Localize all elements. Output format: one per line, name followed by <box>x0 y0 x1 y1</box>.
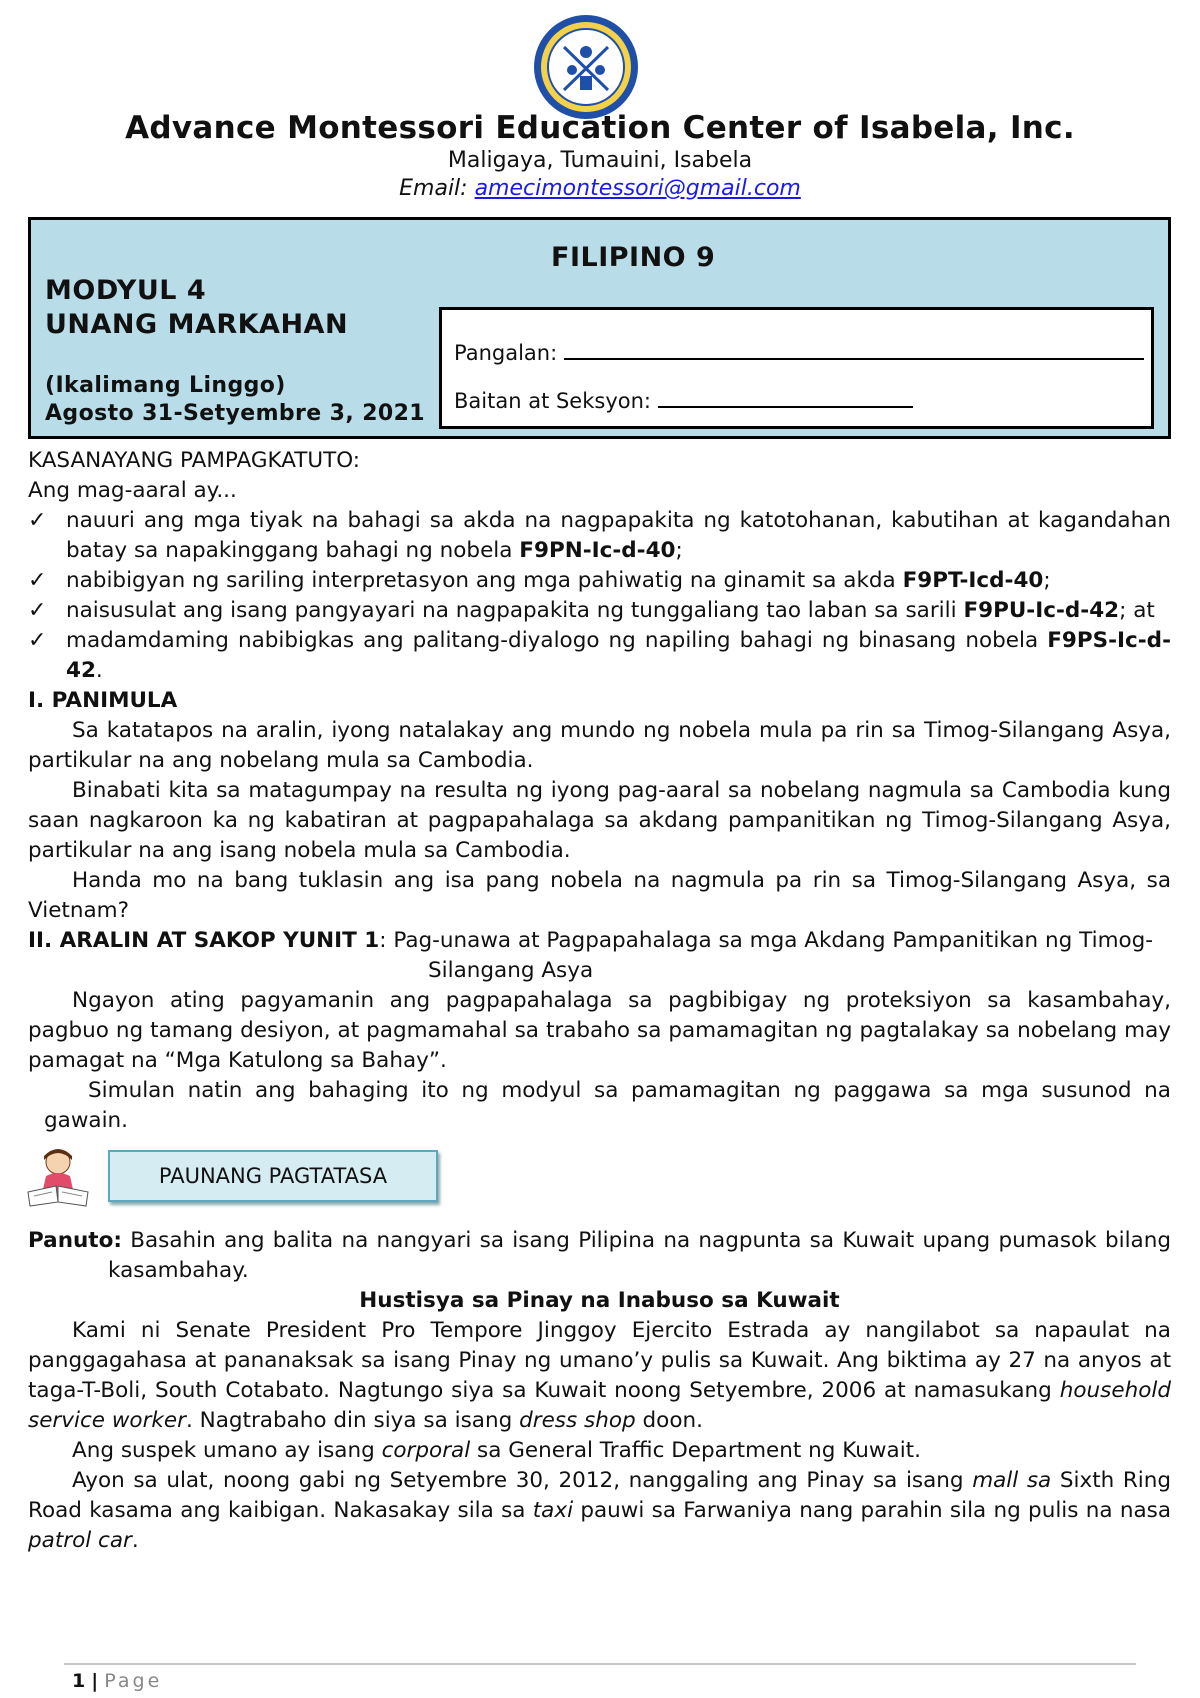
email-link[interactable]: amecimontessori@gmail.com <box>474 176 801 201</box>
week-label: (Ikalimang Linggo) <box>45 373 286 398</box>
section-field <box>454 388 913 413</box>
assessment-header <box>28 1144 1171 1216</box>
module-title <box>45 274 348 342</box>
news-paragraph: Ang suspek umano ay isang corporal sa General Traffic Department ng Kuwait. <box>72 1438 921 1463</box>
page-footer <box>72 1670 162 1692</box>
competency-item: ✓ madamdaming nabibigkas ang palitang-diyalogo ng napiling bahagi ng binasang nobela F9PS-Ic-d-42. <box>28 628 1171 683</box>
competency-code: F9PU-Ic-d-42 <box>963 598 1120 623</box>
section-label: Baitan at Seksyon: <box>454 389 651 413</box>
page-separator: | <box>91 1670 99 1692</box>
assessment-label: PAUNANG PAGTATASA <box>108 1150 438 1202</box>
school-address: Maligaya, Tumauini, Isabela <box>447 148 753 173</box>
module-number: MODYUL 4 <box>45 275 207 306</box>
name-blank[interactable] <box>564 340 1144 360</box>
checkmark-icon: ✓ <box>28 598 47 623</box>
news-title: Hustisya sa Pinay na Inabuso sa Kuwait <box>359 1288 840 1313</box>
panimula-paragraph: Sa katatapos na aralin, iyong natalakay ang mundo ng nobela mula pa rin sa Timog-Silangang Asya, partikular na ang nobelang mula sa Cambodia. <box>28 718 1171 773</box>
school-seal-logo <box>526 12 646 122</box>
aralin-paragraph: Simulan natin ang bahaging ito ng modyul sa pamamagitan ng paggawa sa mga susunod na gawain. <box>44 1078 1171 1133</box>
aralin-paragraph: Ngayon ating pagyamanin ang pagpapahalaga sa pagbibigay ng proteksiyon sa kasambahay, pagbuo ng tamang desiyon, at pagmamahal sa trabaho sa pamamagitan ng pagtalakay sa nobelang may pamagat na “Mga Katulong sa Bahay”. <box>28 988 1171 1073</box>
competencies-intro: Ang mag-aaral ay... <box>28 478 237 503</box>
subject-title: FILIPINO 9 <box>551 242 716 273</box>
page-number: 1 <box>72 1670 86 1692</box>
footer-divider <box>64 1663 1136 1665</box>
news-paragraph: Ayon sa ulat, noong gabi ng Setyembre 30, 2012, nanggaling ang Pinay sa isang mall sa Sixth Ring Road kasama ang kaibigan. Nakasakay sila sa taxi pauwi sa Farwaniya nang parahin sila ng pulis na nasa patrol car. <box>28 1468 1172 1553</box>
checkmark-icon: ✓ <box>28 628 47 653</box>
aralin-heading <box>28 926 1171 986</box>
school-email-line <box>0 176 1200 201</box>
panimula-paragraph: Binabati kita sa matagumpay na resulta ng iyong pag-aaral sa nobelang nagmula sa Cambodia kung saan nagkaroon ka ng kabatiran at pagpapahalaga sa akdang pampanitikan ng Timog-Silangang Asya, partikular na ang isang nobela mula sa Cambodia. <box>28 778 1171 863</box>
name-field <box>454 340 1144 365</box>
checkmark-icon: ✓ <box>28 568 47 593</box>
week-info <box>45 372 425 428</box>
competencies-title: KASANAYANG PAMPAGKATUTO: <box>28 448 361 473</box>
student-reading-icon <box>22 1146 94 1208</box>
competency-item: ✓ nabibigyan ng sariling interpretasyon ang mga pahiwatig na ginamit sa akda F9PT-Icd-40; <box>28 566 1171 596</box>
assessment-instruction: Panuto: Basahin ang balita na nangyari sa isang Pilipina na nagpunta sa Kuwait upang pumasok bilang kasambahay. <box>28 1228 1171 1283</box>
instruction-label: Panuto: <box>28 1228 122 1253</box>
panimula-title: I. PANIMULA <box>28 688 178 713</box>
name-label: Pangalan: <box>454 341 558 365</box>
quarter-label: UNANG MARKAHAN <box>45 309 349 340</box>
school-name: Advance Montessori Education Center of Isabela, Inc. <box>125 110 1075 146</box>
competency-item: ✓ naisusulat ang isang pangyayari na nagpapakita ng tunggaliang tao laban sa sarili F9PU-Ic-d-42; at <box>28 596 1171 626</box>
student-info-box <box>439 307 1154 429</box>
news-paragraph: Kami ni Senate President Pro Tempore Jinggoy Ejercito Estrada ay nangilabot sa napaulat na panggagahasa at pananaksak sa isang Pinay ng umano’y pulis sa Kuwait. Ang biktima ay 27 na anyos at taga-T-Boli, South Cotabato. Nagtungo siya sa Kuwait noong Setyembre, 2006 at namasukang household service worker. Nagtrabaho din siya sa isang dress shop doon. <box>28 1318 1171 1433</box>
competency-code: F9PN-Ic-d-40 <box>519 538 676 563</box>
competency-item: ✓ nauuri ang mga tiyak na bahagi sa akda na nagpapakita ng katotohanan, kabutihan at kagandahan batay sa napakinggang bahagi ng nobela F9PN-Ic-d-40; <box>28 508 1171 563</box>
panimula-paragraph: Handa mo na bang tuklasin ang isa pang nobela na nagmula pa rin sa Timog-Silangang Asya, sa Vietnam? <box>28 868 1171 923</box>
section-blank[interactable] <box>658 388 913 408</box>
aralin-title: II. ARALIN AT SAKOP YUNIT 1 <box>28 928 380 953</box>
date-range: Agosto 31-Setyembre 3, 2021 <box>45 401 426 426</box>
module-header-box <box>28 217 1171 439</box>
checkmark-icon: ✓ <box>28 508 47 533</box>
competency-code: F9PT-Icd-40 <box>902 568 1044 593</box>
aralin-subtitle: : Pag-unawa at Pagpapahalaga sa mga Akdang Pampanitikan ng Timog- <box>379 928 1154 953</box>
aralin-subtitle-end: Silangang Asya <box>428 958 594 983</box>
competency-code: F9PS-Ic-d-42 <box>66 628 1171 683</box>
page-word: Page <box>104 1670 163 1692</box>
email-label: Email: <box>399 176 468 201</box>
module-content <box>28 446 1171 1556</box>
